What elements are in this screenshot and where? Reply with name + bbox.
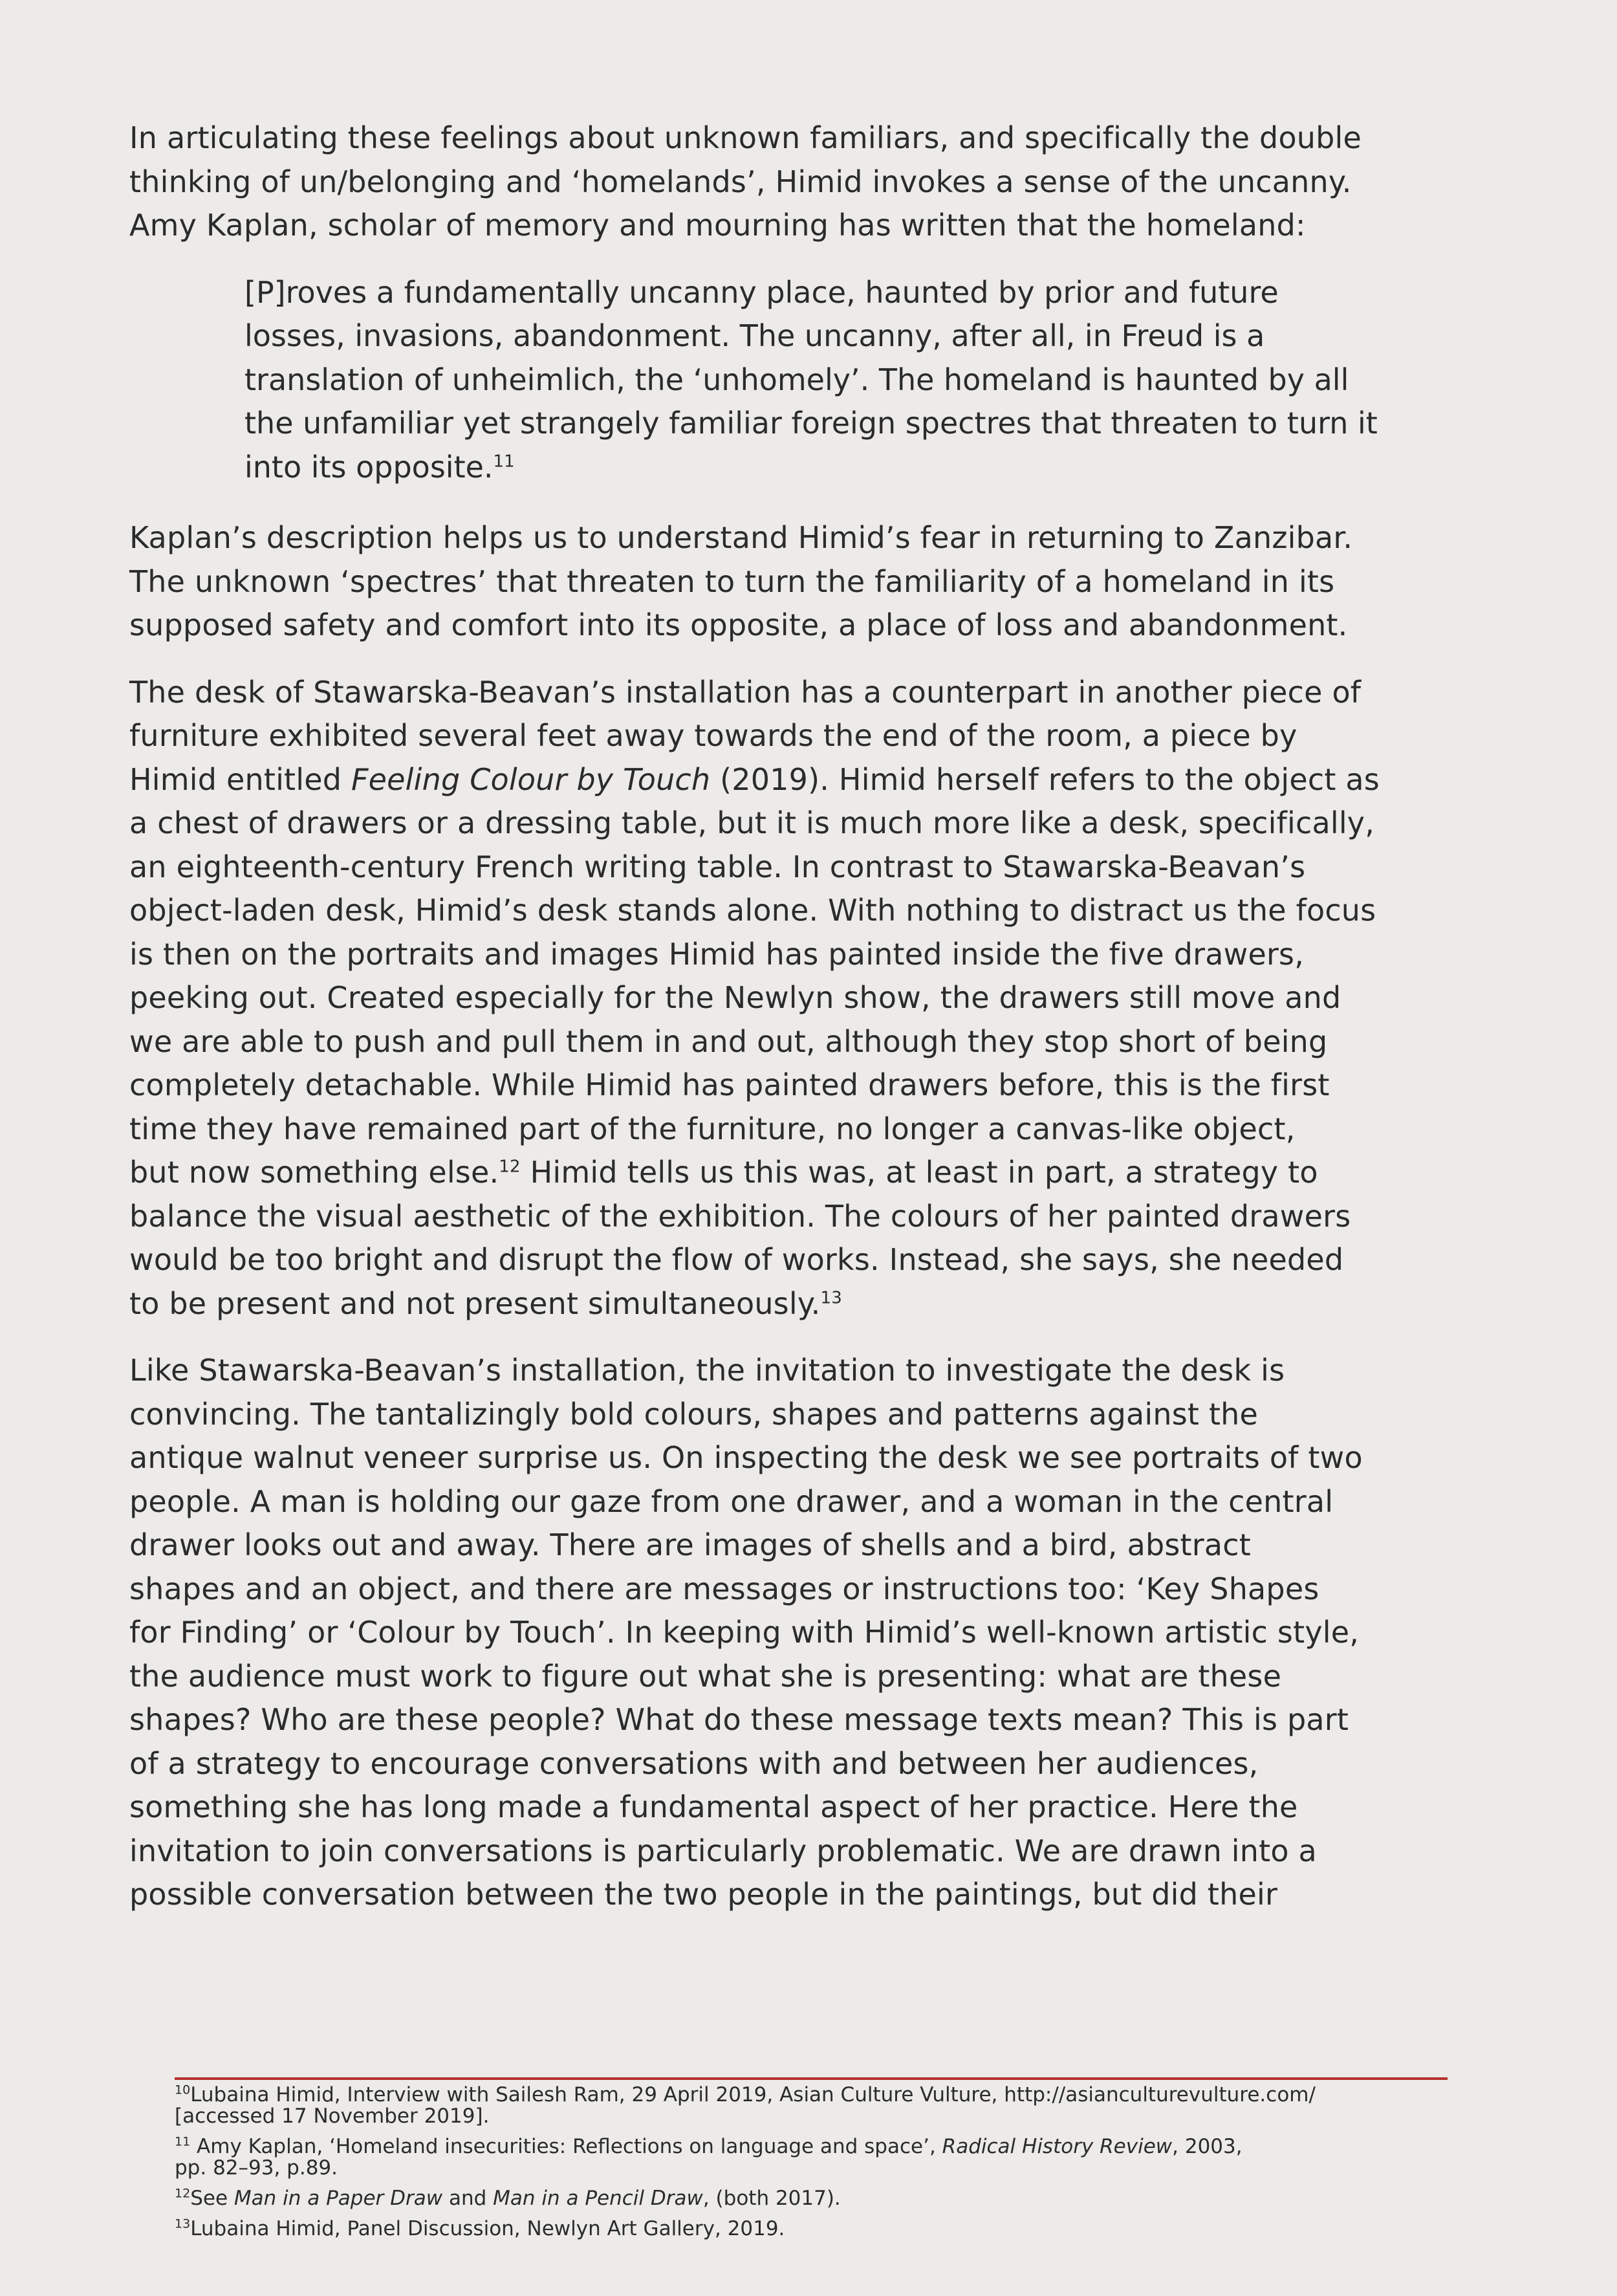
quote-line: [P]roves a fundamentally uncanny place, haunted by prior and future bbox=[244, 274, 1279, 310]
text-line: of a strategy to encourage conversations with and between her audiences, bbox=[129, 1745, 1259, 1781]
footnote-text: , (both 2017). bbox=[702, 2187, 841, 2210]
text-line: a chest of drawers or a dressing table, but it is much more like a desk, specifically, bbox=[129, 805, 1375, 840]
text-segment: to be present and not present simultaneously. bbox=[129, 1285, 821, 1321]
footnote-ref-11: 11 bbox=[493, 452, 515, 472]
text-line: drawer looks out and away. There are images of shells and a bird, abstract bbox=[129, 1527, 1251, 1562]
text-segment: Himid entitled bbox=[129, 761, 351, 797]
text-line: balance the visual aesthetic of the exhibition. The colours of her painted drawers bbox=[129, 1198, 1351, 1234]
paragraph-4 bbox=[129, 1349, 1462, 1917]
footnote-line: [accessed 17 November 2019]. bbox=[175, 2105, 490, 2128]
text-line: an eighteenth-century French writing table. In contrast to Stawarska-Beavan’s bbox=[129, 849, 1306, 884]
text-line: convincing. The tantalizingly bold colours, shapes and patterns against the bbox=[129, 1396, 1259, 1432]
paragraph-1 bbox=[129, 116, 1462, 248]
text-segment: but now something else. bbox=[129, 1155, 499, 1190]
footnote-line bbox=[175, 2218, 1455, 2240]
quote-line bbox=[244, 446, 1460, 490]
text-line: Like Stawarska-Beavan’s installation, the invitation to investigate the desk is bbox=[129, 1353, 1285, 1388]
paragraph-3 bbox=[129, 671, 1462, 1326]
footnote-number: 12 bbox=[175, 2186, 191, 2201]
paragraph-2 bbox=[129, 516, 1462, 648]
block-quote bbox=[244, 271, 1460, 490]
text-line: something she has long made a fundamental aspect of her practice. Here the bbox=[129, 1789, 1298, 1824]
text-line: for Finding’ or ‘Colour by Touch’. In keeping with Himid’s well-known artistic style, bbox=[129, 1615, 1360, 1650]
text-line: shapes and an object, and there are messages or instructions too: ‘Key Shapes bbox=[129, 1571, 1319, 1606]
text-line: In articulating these feelings about unknown familiars, and specifically the double bbox=[129, 120, 1362, 155]
journal-title: Radical History Review bbox=[942, 2135, 1173, 2158]
text-line: The unknown ‘spectres’ that threaten to turn the familiarity of a homeland in its bbox=[129, 563, 1335, 599]
text-line: The desk of Stawarska-Beavan’s installation has a counterpart in another piece of bbox=[129, 674, 1362, 710]
footnote-text: Lubaina Himid, Interview with Sailesh Ram, 29 April 2019, Asian Culture Vulture, http://asianculturevulture.com/ bbox=[190, 2083, 1316, 2106]
footnote-text: Amy Kaplan, ‘Homeland insecurities: Reflections on language and space’, bbox=[190, 2135, 942, 2158]
text-line: object-laden desk, Himid’s desk stands alone. With nothing to distract us the focus bbox=[129, 893, 1376, 928]
quote-line: translation of unheimlich, the ‘unhomely’. The homeland is haunted by all bbox=[244, 362, 1349, 397]
text-line: invitation to join conversations is particularly problematic. We are drawn into a bbox=[129, 1833, 1317, 1868]
text-line: we are able to push and pull them in and out, although they stop short of being bbox=[129, 1023, 1328, 1059]
quote-line: the unfamiliar yet strangely familiar foreign spectres that threaten to turn it bbox=[244, 406, 1378, 441]
text-segment: Himid tells us this was, at least in part, a strategy to bbox=[520, 1155, 1318, 1190]
footnote-12 bbox=[175, 2188, 1455, 2209]
footnote-ref-13: 13 bbox=[820, 1288, 842, 1308]
footnote-number: 11 bbox=[175, 2134, 191, 2149]
quote-last-text: into its opposite. bbox=[244, 449, 494, 485]
footnote-divider bbox=[175, 2077, 1448, 2080]
text-line: would be too bright and disrupt the flow of works. Instead, she says, she needed bbox=[129, 1242, 1344, 1277]
footnote-11 bbox=[175, 2136, 1455, 2179]
text-line: supposed safety and comfort into its opposite, a place of loss and abandonment. bbox=[129, 607, 1348, 642]
footnote-line: pp. 82–93, p.89. bbox=[175, 2156, 338, 2180]
footnotes bbox=[175, 2084, 1455, 2249]
footnote-number: 13 bbox=[175, 2216, 191, 2231]
text-line: Amy Kaplan, scholar of memory and mourning has written that the homeland: bbox=[129, 208, 1306, 243]
footnote-text: and bbox=[442, 2187, 494, 2210]
text-line: the audience must work to figure out what she is presenting: what are these bbox=[129, 1658, 1282, 1694]
text-line: furniture exhibited several feet away towards the end of the room, a piece by bbox=[129, 718, 1297, 753]
footnote-text: , 2003, bbox=[1172, 2135, 1243, 2158]
footnote-number: 10 bbox=[175, 2083, 191, 2097]
text-line: completely detachable. While Himid has painted drawers before, this is the first bbox=[129, 1067, 1330, 1102]
text-line bbox=[129, 1282, 1462, 1326]
text-line: Kaplan’s description helps us to understand Himid’s fear in returning to Zanzibar. bbox=[129, 520, 1353, 555]
artwork-title: Feeling Colour by Touch bbox=[351, 761, 711, 797]
text-line: antique walnut veneer surprise us. On inspecting the desk we see portraits of two bbox=[129, 1440, 1363, 1475]
footnote-text: Lubaina Himid, Panel Discussion, Newlyn Art Gallery, 2019. bbox=[190, 2217, 785, 2240]
text-segment: (2019). Himid herself refers to the object as bbox=[710, 761, 1380, 797]
text-line: people. A man is holding our gaze from one drawer, and a woman in the central bbox=[129, 1483, 1334, 1519]
text-line bbox=[129, 1151, 1462, 1195]
text-line: shapes? Who are these people? What do these message texts mean? This is part bbox=[129, 1702, 1349, 1737]
footnote-line bbox=[175, 2188, 1455, 2209]
footnote-13 bbox=[175, 2218, 1455, 2240]
body-text bbox=[129, 116, 1462, 1940]
text-line: peeking out. Created especially for the Newlyn show, the drawers still move and bbox=[129, 980, 1341, 1015]
text-line bbox=[129, 758, 1462, 802]
artwork-title: Man in a Paper Draw bbox=[233, 2187, 443, 2210]
footnote-line bbox=[175, 2136, 1455, 2158]
artwork-title: Man in a Pencil Draw bbox=[493, 2187, 703, 2210]
footnote-text: See bbox=[190, 2187, 234, 2210]
quote-line: losses, invasions, abandonment. The uncanny, after all, in Freud is a bbox=[244, 318, 1265, 353]
text-line: time they have remained part of the furniture, no longer a canvas-like object, bbox=[129, 1111, 1296, 1146]
text-line: is then on the portraits and images Himid has painted inside the five drawers, bbox=[129, 936, 1305, 972]
footnote-10 bbox=[175, 2084, 1455, 2127]
text-line: thinking of un/belonging and ‘homelands’, Himid invokes a sense of the uncanny. bbox=[129, 164, 1352, 199]
footnote-line bbox=[175, 2084, 1455, 2106]
text-line: possible conversation between the two people in the paintings, but did their bbox=[129, 1877, 1278, 1912]
footnote-ref-12: 12 bbox=[499, 1157, 521, 1177]
